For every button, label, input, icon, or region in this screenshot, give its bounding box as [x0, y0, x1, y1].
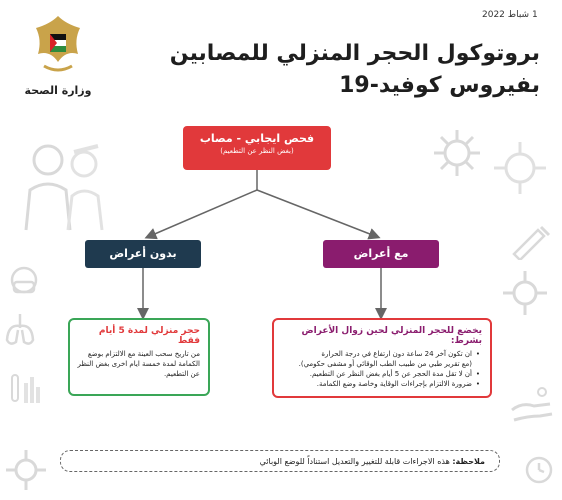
no-symptoms-heading: حجر منزلي لمدة 5 أيام فقط	[98, 326, 200, 346]
no-symptoms-label: بدون أعراض	[85, 240, 201, 268]
ministry-name: وزارة الصحة	[24, 84, 92, 97]
list-item: (مع تقرير طبي من طبيب الطب الوقائي أو مشفى حكومي).	[298, 360, 472, 368]
with-symptoms-box	[272, 318, 492, 398]
date-text: 1 شباط 2022	[482, 10, 538, 20]
no-symptoms-box	[68, 318, 210, 396]
positive-test-subtitle: (بغض النظر عن التطعيم)	[220, 147, 294, 155]
no-symptoms-text: من تاريخ سحب العينة مع الالتزام بوضع الكمامة لمدة خمسة ايام اخرى بغض النظر عن التطعيم.	[77, 350, 200, 378]
positive-test-title: فحص ايجابي - مصاب	[199, 132, 315, 145]
note-text: هذه الاجراءات قابلة للتغيير والتعديل استناداً للوضع الوبائي	[259, 457, 450, 466]
conditions-list	[280, 349, 482, 389]
list-item: • أن لا تقل مدة الحجر عن 5 أيام بغض النظر عن التطعيم.	[280, 369, 472, 379]
with-symptoms-label: مع أعراض	[323, 240, 439, 268]
list-item: • ضرورة الالتزام بإجراءات الوقاية وخاصة وضع الكمامة.	[280, 379, 472, 389]
title-line-2: بفيروس كوفيد-19	[339, 73, 540, 98]
with-symptoms-heading: يخضع للحجر المنزلي لحين زوال الأعراض بشرط:	[301, 326, 482, 346]
list-item: • ان تكون آخر 24 ساعة دون ارتفاع في درجة الحرارة	[280, 349, 472, 359]
note-label: ملاحظة:	[452, 457, 485, 466]
note-box	[60, 450, 500, 472]
title-line-1: بروتوكول الحجر المنزلي للمصابين	[169, 41, 540, 66]
positive-test-box	[183, 126, 331, 170]
